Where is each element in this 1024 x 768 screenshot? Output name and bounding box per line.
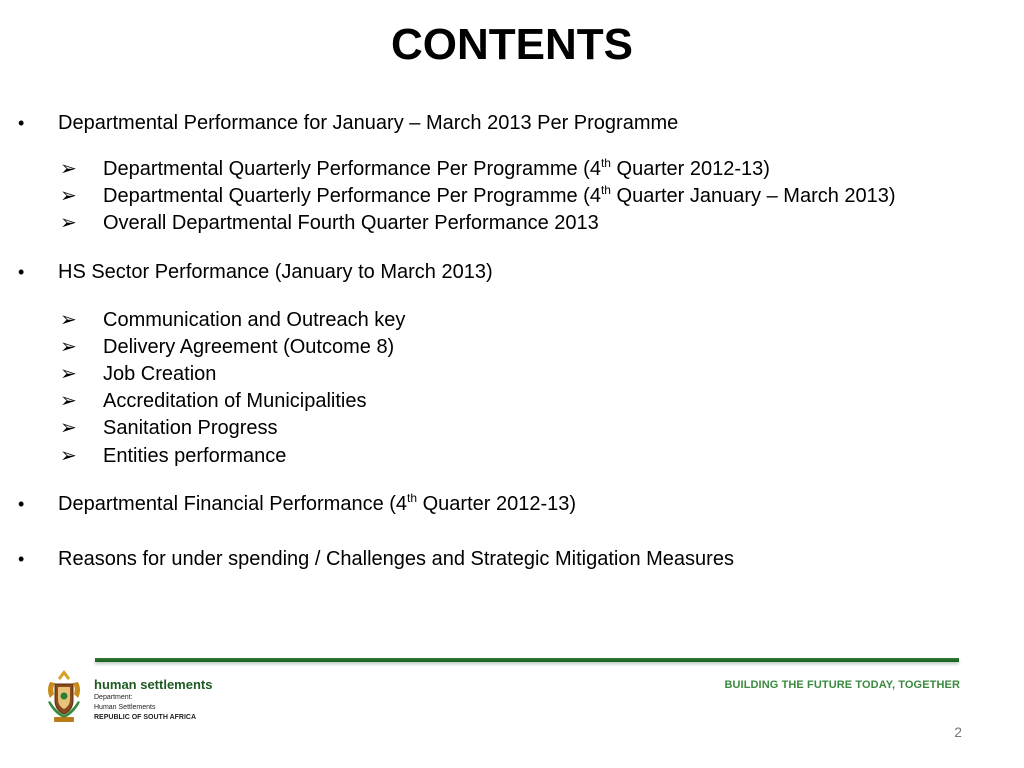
bullet-icon: •	[18, 262, 25, 282]
arrow-bullet-icon: ➢	[60, 363, 77, 385]
subitem-entities: Entities performance	[103, 445, 287, 467]
bullet-icon: •	[18, 549, 25, 569]
logo-department-name: Human Settlements	[94, 704, 156, 711]
bullet-icon: •	[18, 113, 25, 133]
arrow-bullet-icon: ➢	[60, 309, 77, 331]
subitem-communication: Communication and Outreach key	[103, 309, 406, 331]
arrow-bullet-icon: ➢	[60, 158, 77, 180]
subitem-delivery-agreement: Delivery Agreement (Outcome 8)	[103, 336, 395, 358]
footer-divider	[95, 658, 959, 662]
slide-title: CONTENTS	[391, 20, 633, 69]
arrow-bullet-icon: ➢	[60, 390, 77, 412]
arrow-bullet-icon: ➢	[60, 417, 77, 439]
logo-country: REPUBLIC OF SOUTH AFRICA	[94, 714, 197, 721]
footer-tagline: BUILDING THE FUTURE TODAY, TOGETHER	[724, 679, 960, 691]
bullet-icon: •	[18, 494, 25, 514]
section-hs-sector-performance: HS Sector Performance (January to March 2013)	[58, 261, 493, 283]
logo-name: human settlements	[94, 677, 213, 692]
arrow-bullet-icon: ➢	[60, 185, 77, 207]
department-logo	[42, 668, 222, 728]
subitem-quarterly-performance-2012-13: Departmental Quarterly Performance Per Programme (4th Quarter 2012-13)	[103, 156, 770, 180]
section-departmental-performance: Departmental Performance for January – March 2013 Per Programme	[58, 112, 679, 134]
subitem-accreditation: Accreditation of Municipalities	[103, 390, 367, 412]
subitem-job-creation: Job Creation	[103, 363, 217, 385]
subitem-sanitation: Sanitation Progress	[103, 417, 278, 439]
subitem-quarterly-performance-jan-mar: Departmental Quarterly Performance Per Programme (4th Quarter January – March 2013)	[103, 183, 896, 207]
arrow-bullet-icon: ➢	[60, 445, 77, 467]
section-financial-performance: Departmental Financial Performance (4th Quarter 2012-13)	[58, 491, 577, 515]
logo-department-label: Department:	[94, 694, 133, 701]
arrow-bullet-icon: ➢	[60, 212, 77, 234]
page-number: 2	[954, 724, 962, 740]
logo-text	[94, 678, 212, 722]
arrow-bullet-icon: ➢	[60, 336, 77, 358]
section-reasons-underspending: Reasons for under spending / Challenges and Strategic Mitigation Measures	[58, 548, 734, 570]
coat-of-arms-icon	[42, 668, 86, 724]
subitem-overall-fourth-quarter: Overall Departmental Fourth Quarter Performance 2013	[103, 212, 599, 234]
